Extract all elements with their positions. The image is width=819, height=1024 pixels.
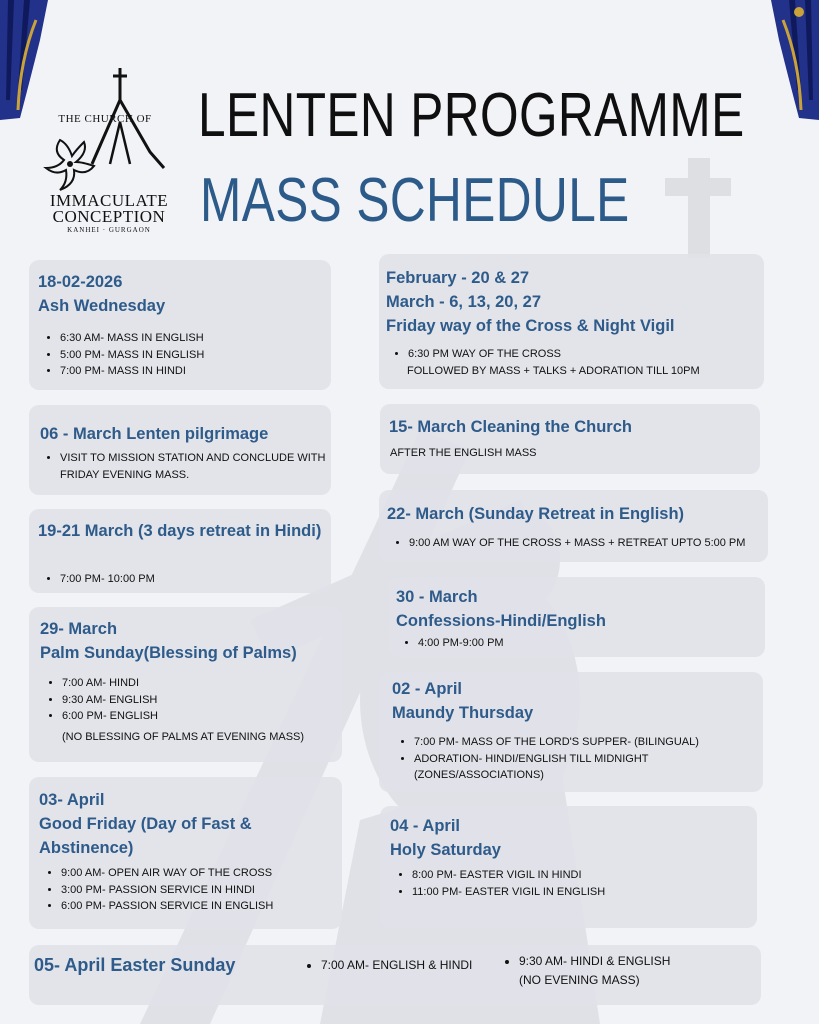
maundy-thursday-title: Maundy Thursday — [392, 704, 534, 722]
list-item: • 8:00 PM- EASTER VIGIL IN HINDI — [412, 867, 767, 884]
list-item: • 7:00 PM- MASS IN HINDI — [60, 363, 345, 380]
ash-wednesday-title: Ash Wednesday — [38, 297, 166, 315]
list-item: • 7:00 PM- 10:00 PM — [60, 571, 345, 588]
friday-way-of-cross-card — [379, 254, 764, 389]
list-item: • 6:00 PM- ENGLISH — [62, 708, 357, 725]
cleaning-text: AFTER THE ENGLISH MASS — [390, 447, 537, 459]
confessions-date: 30 - March — [396, 588, 478, 606]
page-subtitle: MASS SCHEDULE — [200, 166, 630, 235]
ash-wednesday-date: 18-02-2026 — [38, 273, 123, 291]
page-title: LENTEN PROGRAMME — [198, 81, 745, 150]
list-item: • 7:00 AM- HINDI — [62, 675, 357, 692]
curtain-right-decoration — [771, 0, 819, 120]
holy-saturday-date: 04 - April — [390, 817, 460, 835]
list-item: • 6:30 PM WAY OF THE CROSS — [408, 346, 778, 363]
maundy-thursday-date: 02 - April — [392, 680, 462, 698]
list-item: • 9:00 AM WAY OF THE CROSS + MASS + RETREAT UPTO 5:00 PM — [409, 535, 784, 552]
good-friday-date: 03- April — [39, 791, 105, 809]
english-retreat-card — [379, 490, 768, 562]
list-item: • 11:00 PM- EASTER VIGIL IN ENGLISH — [412, 884, 767, 901]
cleaning-title: 15- March Cleaning the Church — [389, 418, 632, 436]
palm-sunday-title: Palm Sunday(Blessing of Palms) — [40, 644, 297, 662]
good-friday-title: Good Friday (Day of Fast & Abstinence) — [39, 815, 252, 857]
logo-text-the-church-of: THE CHURCH OF — [58, 113, 152, 125]
pilgrimage-title: 06 - March Lenten pilgrimage — [40, 425, 269, 443]
maundy-thursday-card — [379, 672, 763, 792]
holy-saturday-card — [380, 806, 757, 928]
logo-text-location: KANHEI · GURGAON — [67, 226, 151, 234]
list-item: • 6:00 PM- PASSION SERVICE IN ENGLISH — [61, 898, 356, 915]
list-item: • 3:00 PM- PASSION SERVICE IN HINDI — [61, 882, 356, 899]
list-item: • 4:00 PM-9:00 PM — [418, 635, 778, 652]
logo-text-immaculate: IMMACULATE — [49, 191, 169, 210]
list-item: • 5:00 PM- MASS IN ENGLISH — [60, 347, 345, 364]
palm-sunday-date: 29- March — [40, 620, 118, 638]
friday-dates-march: March - 6, 13, 20, 27 — [386, 293, 542, 311]
friday-item-continuation: FOLLOWED BY MASS + TALKS + ADORATION TILL 10PM — [407, 365, 700, 377]
lenten-pilgrimage-card — [29, 405, 331, 495]
cleaning-church-card — [380, 404, 760, 474]
palm-sunday-note: (NO BLESSING OF PALMS AT EVENING MASS) — [62, 731, 305, 743]
hindi-retreat-title: 19-21 March (3 days retreat in Hindi) — [38, 522, 322, 540]
easter-sunday-card — [29, 945, 761, 1005]
logo-text-conception: CONCEPTION — [52, 207, 166, 226]
good-friday-card — [29, 777, 342, 929]
list-item: • 9:30 AM- ENGLISH — [62, 692, 357, 709]
list-item: • 9:00 AM- OPEN AIR WAY OF THE CROSS — [61, 865, 356, 882]
holy-saturday-title: Holy Saturday — [390, 841, 501, 859]
confessions-card — [389, 577, 765, 657]
list-item: • ADORATION- HINDI/ENGLISH TILL MIDNIGHT (ZONES/ASSOCIATIONS) — [414, 751, 754, 784]
english-retreat-title: 22- March (Sunday Retreat in English) — [387, 505, 685, 523]
list-item: • 6:30 AM- MASS IN ENGLISH — [60, 330, 345, 347]
hindi-retreat-card — [29, 509, 331, 593]
list-item: • 7:00 AM- ENGLISH & HINDI — [321, 957, 501, 974]
list-item: • VISIT TO MISSION STATION AND CONCLUDE WITH FRIDAY EVENING MASS. — [60, 450, 345, 483]
easter-sunday-note: (NO EVENING MASS) — [519, 973, 640, 987]
list-item: • 9:30 AM- HINDI & ENGLISH — [519, 953, 759, 970]
ash-wednesday-card — [29, 260, 331, 390]
list-item: • 7:00 PM- MASS OF THE LORD'S SUPPER- (BILINGUAL) — [414, 734, 754, 751]
friday-title: Friday way of the Cross & Night Vigil — [386, 317, 675, 335]
confessions-title: Confessions-Hindi/English — [396, 612, 606, 630]
friday-dates-february: February - 20 & 27 — [386, 269, 530, 287]
easter-sunday-title: 05- April Easter Sunday — [34, 955, 236, 975]
palm-sunday-card — [29, 607, 342, 762]
